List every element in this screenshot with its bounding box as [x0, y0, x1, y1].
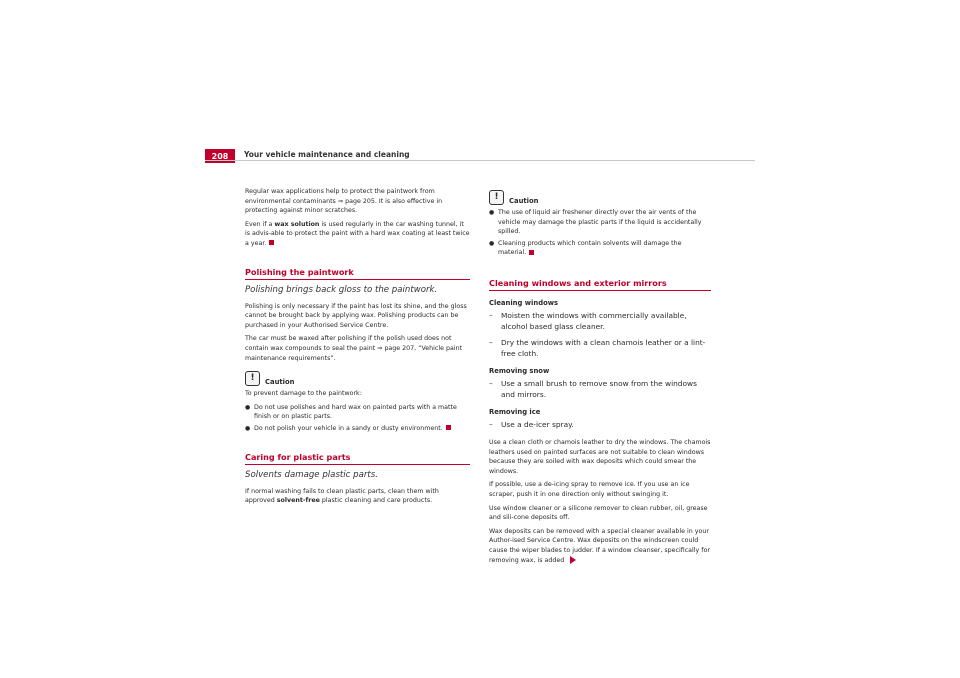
windows-paragraph: Use a clean cloth or chamois leather to dry the windows. The chamois leathers used on painted surfaces are not suitable to clean windows because they are soiled with wax deposits which could smear the windows. [489, 438, 711, 475]
polishing-heading: Polishing the paintwork [245, 267, 470, 280]
caution-bullet: ● Do not use polishes and hard wax on painted parts with a matte finish or on plastic parts. [245, 403, 457, 421]
removing-ice-label: Removing ice [489, 407, 541, 416]
warning-icon: ! [489, 190, 504, 205]
caution-bullet: ● Do not polish your vehicle in a sandy or dusty environment. [245, 424, 470, 434]
polishing-subheading: Polishing brings back gloss to the paintwork. [245, 284, 438, 295]
intro-paragraph-1: Regular wax applications help to protect the paintwork from environmental contaminants ⇒ page 205. It is also effective in protecting against minor scratches. [245, 188, 443, 215]
plastic-heading: Caring for plastic parts [245, 452, 470, 465]
bullet-icon: ● [489, 239, 495, 247]
plastic-caution [489, 190, 711, 258]
running-header: Your vehicle maintenance and cleaning [244, 150, 410, 159]
step-item: – Use a small brush to remove snow from the windows and mirrors. [489, 378, 697, 399]
section-end-icon [269, 240, 274, 245]
section-end-icon [529, 250, 534, 255]
step-item: – Moisten the windows with commercially available, alcohol based glass cleaner. [489, 310, 687, 331]
warning-icon: ! [245, 371, 260, 386]
bullet-icon: ● [245, 403, 251, 411]
caution-intro: To prevent damage to the paintwork: [245, 390, 362, 398]
header-divider [205, 160, 755, 161]
step-item: – Dry the windows with a clean chamois leather or a lint-free cloth. [489, 337, 706, 358]
left-column [245, 187, 470, 510]
caution-bullet: ● Cleaning products which contain solvents will damage the material. [489, 239, 682, 257]
bullet-icon: ● [245, 424, 251, 432]
polishing-paragraph-1: Polishing is only necessary if the paint has lost its shine, and the gloss cannot be brought back by applying wax. Polishing products can be purchased in your Authorised Service Centre. [245, 302, 467, 329]
caution-label: Caution [265, 377, 295, 386]
section-end-icon [446, 425, 451, 430]
continue-arrow-icon [570, 556, 576, 564]
caution-bullet: ● The use of liquid air freshener directly over the air vents of the vehicle may damage the plastic parts if the liquid is accidentally spilled. [489, 209, 702, 236]
windows-paragraph: If possible, use a de-icing spray to remove ice. If you use an ice scraper, push it in one direction only without swinging it. [489, 481, 690, 498]
right-column [489, 190, 711, 569]
page-number: 208 [205, 149, 235, 163]
windows-paragraph: Wax deposits can be removed with a special cleaner available in your Author-ised Service Centre. Wax deposits on the windscreen could cause the wiper blades to judder. If a window cleanser, specifically for removing wax, is added [489, 527, 710, 564]
polishing-paragraph-2: The car must be waxed after polishing if the polish used does not contain wax compounds to seal the paint ⇒ page 207, “Vehicle paint maintenance requirements”. [245, 335, 463, 362]
bullet-icon: ● [489, 209, 495, 216]
removing-snow-label: Removing snow [489, 366, 550, 375]
intro-paragraph-2: Even if a wax solution is used regularly in the car washing tunnel, it is advis-able to protect the paint with a hard wax coating at least twice a year. [245, 220, 470, 247]
caution-label: Caution [509, 196, 539, 205]
cleaning-windows-label: Cleaning windows [489, 298, 559, 307]
plastic-subheading: Solvents damage plastic parts. [245, 469, 378, 480]
polishing-caution [245, 371, 470, 433]
step-item: – Use a de-icer spray. [489, 419, 574, 429]
windows-paragraph: Use window cleaner or a silicone remover to clean rubber, oil, grease and sili-cone deposits off. [489, 504, 708, 522]
windows-heading: Cleaning windows and exterior mirrors [489, 278, 711, 291]
plastic-paragraph: If normal washing fails to clean plastic parts, clean them with approved solvent-free plastic cleaning and care products. [245, 487, 439, 505]
